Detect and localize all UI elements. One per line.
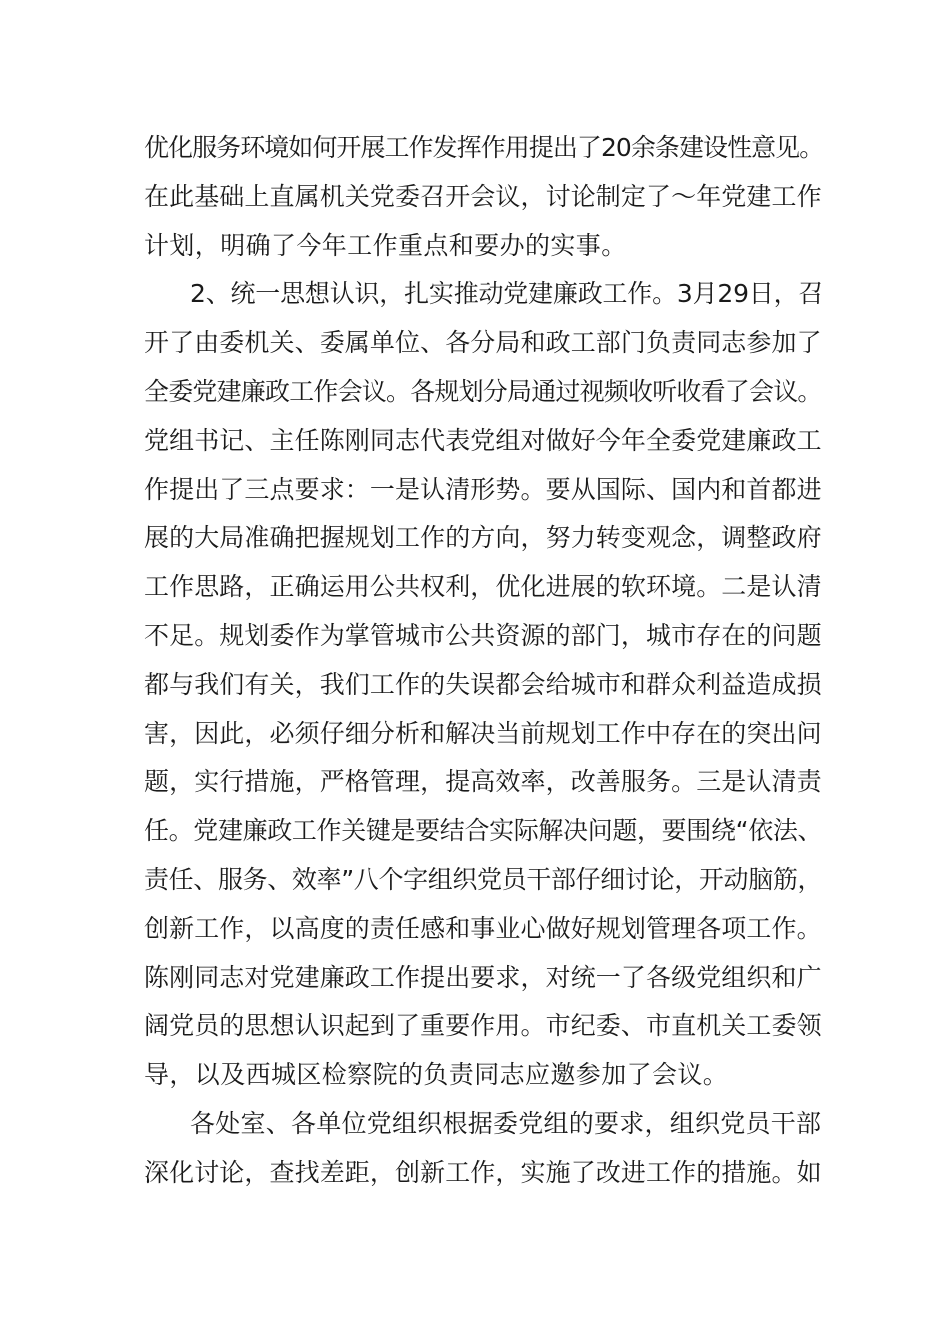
text-line: 害，因此，必须仔细分析和解决当前规划工作中存在的突出问: [144, 718, 822, 748]
text-line: 作提出了三点要求：一是认清形势。要从国际、国内和首都进: [144, 474, 822, 504]
text-line: 责任、服务、效率”八个字组织党员干部仔细讨论，开动脑筋，: [144, 864, 823, 894]
text-line: 计划，明确了今年工作重点和要办的实事。: [144, 230, 627, 260]
text-line: 任。党建廉政工作关键是要结合实际解决问题，要围绕“依法、: [144, 816, 823, 846]
text-line: 创新工作，以高度的责任感和事业心做好规划管理各项工作。: [144, 913, 822, 943]
text-line: 优化服务环境如何开展工作发挥作用提出了20余条建设性意见。: [144, 133, 824, 162]
text-line: 陈刚同志对党建廉政工作提出要求，对统一了各级党组织和广: [144, 962, 822, 992]
text-line: 导，以及西城区检察院的负责同志应邀参加了会议。: [144, 1060, 729, 1090]
text-line: 题，实行措施，严格管理，提高效率，改善服务。三是认清责: [144, 767, 822, 797]
text-line: 党组书记、主任陈刚同志代表党组对做好今年全委党建廉政工: [144, 425, 822, 455]
text-line: 深化讨论，查找差距，创新工作，实施了改进工作的措施。如: [144, 1157, 822, 1187]
text-line: 开了由委机关、委属单位、各分局和政工部门负责同志参加了: [144, 328, 822, 358]
text-line: 全委党建廉政工作会议。各规划分局通过视频收听收看了会议。: [144, 376, 822, 406]
text-line: 2、统一思想认识，扎实推动党建廉政工作。3月29日，召: [190, 279, 824, 309]
document-body: [144, 124, 824, 1198]
text-line: 工作思路，正确运用公共权利，优化进展的软环境。二是认清: [144, 572, 822, 602]
text-line: 都与我们有关，我们工作的失误都会给城市和群众利益造成损: [144, 669, 822, 699]
text-line: 展的大局准确把握规划工作的方向，努力转变观念，调整政府: [144, 523, 822, 553]
text-line: 各处室、各单位党组织根据委党组的要求，组织党员干部: [190, 1108, 822, 1138]
text-line: 在此基础上直属机关党委召开会议，讨论制定了～年党建工作: [144, 181, 822, 211]
text-line: 阔党员的思想认识起到了重要作用。市纪委、市直机关工委领: [144, 1011, 822, 1041]
text-line: 不足。规划委作为掌管城市公共资源的部门，城市存在的问题: [144, 620, 822, 650]
